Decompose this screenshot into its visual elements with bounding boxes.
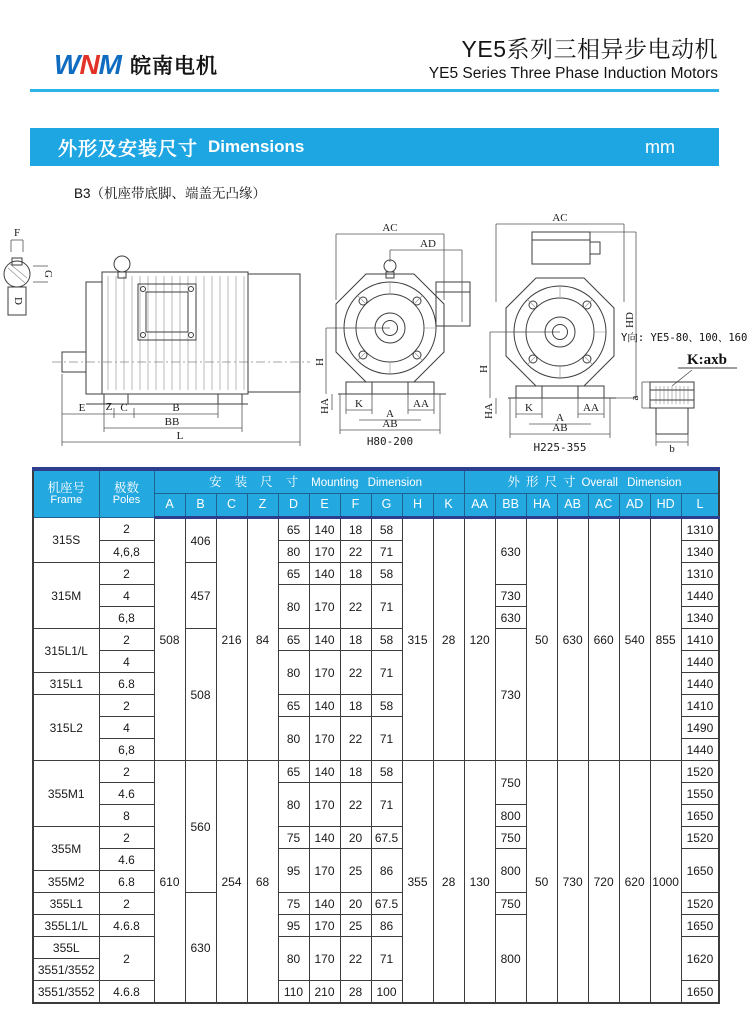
column-header-AB: AB <box>557 494 588 518</box>
table-cell: 1650 <box>681 915 719 937</box>
table-cell: 67.5 <box>371 827 402 849</box>
dim-label-z: Z <box>105 401 113 413</box>
dim-label-ab: AB <box>382 418 398 430</box>
page-title-zh: YE5系列三相异步电动机 <box>461 36 718 62</box>
table-cell: 1340 <box>681 607 719 629</box>
table-cell: 315 <box>402 518 433 761</box>
table-cell: 1620 <box>681 937 719 981</box>
table-cell: 86 <box>371 849 402 893</box>
table-cell: 6,8 <box>99 607 154 629</box>
table-cell: 508 <box>154 518 185 761</box>
dim-label-bb: BB <box>164 416 180 428</box>
column-header-K: K <box>433 494 464 518</box>
logo-letter-m: M <box>98 49 121 80</box>
table-cell: 355L <box>33 937 99 959</box>
page-title-en: YE5 Series Three Phase Induction Motors <box>428 64 718 82</box>
table-cell: 2 <box>99 827 154 849</box>
table-cell: 18 <box>340 761 371 783</box>
table-cell: 170 <box>309 937 340 981</box>
table-cell: 71 <box>371 783 402 827</box>
table-cell: 2 <box>99 695 154 717</box>
table-cell: 315L1 <box>33 673 99 695</box>
table-cell: 71 <box>371 585 402 629</box>
table-cell: 1410 <box>681 629 719 651</box>
table-cell: 355M1 <box>33 761 99 827</box>
table-cell: 315S <box>33 518 99 563</box>
dim-label-k2: K <box>525 402 533 414</box>
table-cell: 630 <box>495 607 526 629</box>
table-cell: 170 <box>309 585 340 629</box>
brand-name: 皖南电机 <box>130 55 218 78</box>
table-cell: 120 <box>464 518 495 761</box>
table-cell: 800 <box>495 915 526 1004</box>
table-cell: 1490 <box>681 717 719 739</box>
table-cell: 140 <box>309 518 340 541</box>
table-cell: 80 <box>278 783 309 827</box>
table-cell: 140 <box>309 695 340 717</box>
table-cell: 1650 <box>681 981 719 1004</box>
table-cell: 1410 <box>681 695 719 717</box>
table-cell: 210 <box>309 981 340 1004</box>
column-header-AA: AA <box>464 494 495 518</box>
table-cell: 1340 <box>681 541 719 563</box>
table-cell: 28 <box>340 981 371 1004</box>
table-cell: 730 <box>495 585 526 607</box>
dim-label-g: G <box>42 270 54 278</box>
dim-label-h2: H <box>478 365 490 373</box>
frame-range-caption-2: H225-355 <box>533 441 587 454</box>
table-cell: 508 <box>185 629 216 761</box>
page-titles <box>429 36 718 83</box>
table-cell: 3551/3552 <box>33 981 99 1004</box>
table-cell: 1520 <box>681 827 719 849</box>
table-cell: 2 <box>99 937 154 981</box>
table-cell: 1550 <box>681 783 719 805</box>
table-cell: 95 <box>278 915 309 937</box>
column-header-D: D <box>278 494 309 518</box>
table-cell: 22 <box>340 541 371 563</box>
table-cell: 1650 <box>681 805 719 827</box>
shaft-key-detail <box>4 227 54 315</box>
table-cell: 18 <box>340 695 371 717</box>
dim-label-a2: A <box>556 412 564 424</box>
table-cell: 140 <box>309 893 340 915</box>
logo-mark <box>54 51 121 79</box>
dim-label-hd: HD <box>624 312 636 328</box>
dim-label-b: B <box>172 402 180 414</box>
header-divider <box>30 89 719 92</box>
table-cell: 1650 <box>681 849 719 893</box>
table-cell: 110 <box>278 981 309 1004</box>
table-cell: 58 <box>371 629 402 651</box>
table-cell: 170 <box>309 783 340 827</box>
unit-label: mm <box>645 136 675 157</box>
table-cell: 170 <box>309 849 340 893</box>
table-cell: 86 <box>371 915 402 937</box>
dimensions-table <box>32 467 720 1004</box>
table-cell: 1440 <box>681 651 719 673</box>
table-cell: 65 <box>278 695 309 717</box>
table-cell: 130 <box>464 761 495 1004</box>
section-title-zh: 外形及安装尺寸 <box>58 138 199 160</box>
table-cell: 1000 <box>650 761 681 1004</box>
table-cell: 22 <box>340 717 371 761</box>
table-cell: 22 <box>340 585 371 629</box>
table-cell: 140 <box>309 563 340 585</box>
dim-label-ha: HA <box>319 398 331 414</box>
table-cell: 22 <box>340 937 371 981</box>
dim-label-ab2: AB <box>552 422 568 434</box>
brand-logo <box>54 50 218 80</box>
column-header-L: L <box>681 494 719 518</box>
table-cell: 80 <box>278 717 309 761</box>
side-view-dimensions <box>62 374 300 446</box>
table-cell: 620 <box>619 761 650 1004</box>
table-cell: 170 <box>309 717 340 761</box>
table-cell: 28 <box>433 761 464 1004</box>
table-cell: 6,8 <box>99 739 154 761</box>
dim-label-small-a: a <box>629 395 641 401</box>
table-cell: 71 <box>371 541 402 563</box>
column-header-BB: BB <box>495 494 526 518</box>
table-cell: 20 <box>340 893 371 915</box>
logo-letter-n: N <box>79 49 99 80</box>
table-cell: 1520 <box>681 761 719 783</box>
table-cell: 540 <box>619 518 650 761</box>
table-cell: 170 <box>309 541 340 563</box>
mounting-dimension-group-header: 安装尺寸Mounting Dimension <box>154 469 464 494</box>
table-row <box>33 518 719 541</box>
k-detail-title: K:axb <box>686 352 728 368</box>
table-cell: 140 <box>309 629 340 651</box>
section-title-en: Dimensions <box>208 137 305 156</box>
table-cell: 170 <box>309 915 340 937</box>
table-cell: 6.8 <box>99 673 154 695</box>
table-cell: 750 <box>495 893 526 915</box>
table-cell: 22 <box>340 783 371 827</box>
poles-column-header: 极数 Poles <box>99 469 154 518</box>
table-cell: 560 <box>185 761 216 893</box>
table-cell: 1440 <box>681 739 719 761</box>
table-cell: 25 <box>340 849 371 893</box>
table-cell: 68 <box>247 761 278 1004</box>
table-cell: 140 <box>309 827 340 849</box>
table-cell: 4.6 <box>99 849 154 871</box>
table-cell: 4.6 <box>99 783 154 805</box>
table-cell: 630 <box>557 518 588 761</box>
section-banner <box>30 128 719 166</box>
column-header-AD: AD <box>619 494 650 518</box>
table-cell: 630 <box>185 893 216 1004</box>
table-cell: 58 <box>371 695 402 717</box>
table-cell: 720 <box>588 761 619 1004</box>
column-header-AC: AC <box>588 494 619 518</box>
table-cell: 254 <box>216 761 247 1004</box>
table-cell: 730 <box>557 761 588 1004</box>
dim-label-c: C <box>120 402 128 414</box>
column-header-A: A <box>154 494 185 518</box>
table-cell: 2 <box>99 518 154 541</box>
table-cell: 65 <box>278 761 309 783</box>
dim-label-l: L <box>176 430 184 442</box>
table-cell: 457 <box>185 563 216 629</box>
table-cell: 315M <box>33 563 99 629</box>
dim-label-ad: AD <box>420 238 436 250</box>
table-cell: 20 <box>340 827 371 849</box>
table-cell: 28 <box>433 518 464 761</box>
table-cell: 1520 <box>681 893 719 915</box>
table-cell: 610 <box>154 761 185 1004</box>
table-cell: 4,6,8 <box>99 541 154 563</box>
y-direction-note: Y向: YE5-80、100、160 <box>621 332 748 344</box>
table-cell: 75 <box>278 893 309 915</box>
table-cell: 800 <box>495 805 526 827</box>
column-header-HD: HD <box>650 494 681 518</box>
table-cell: 2 <box>99 629 154 651</box>
column-header-H: H <box>402 494 433 518</box>
table-cell: 6.8 <box>99 871 154 893</box>
table-cell: 855 <box>650 518 681 761</box>
table-cell: 750 <box>495 761 526 805</box>
table-row <box>33 761 719 783</box>
table-cell: 800 <box>495 849 526 893</box>
table-cell: 75 <box>278 827 309 849</box>
table-cell: 355 <box>402 761 433 1004</box>
table-cell: 2 <box>99 761 154 783</box>
table-cell: 25 <box>340 915 371 937</box>
motor-side-view-drawing <box>0 222 320 450</box>
table-cell: 100 <box>371 981 402 1004</box>
table-cell: 2 <box>99 563 154 585</box>
table-cell: 660 <box>588 518 619 761</box>
table-cell: 80 <box>278 937 309 981</box>
table-cell: 67.5 <box>371 893 402 915</box>
table-cell: 140 <box>309 761 340 783</box>
table-cell: 22 <box>340 651 371 695</box>
dim-label-aa: AA <box>413 398 429 410</box>
dim-label-ha2: HA <box>483 403 495 419</box>
table-cell: 71 <box>371 717 402 761</box>
motor-body-side <box>52 256 310 404</box>
table-cell: 3551/3552 <box>33 959 99 981</box>
column-header-G: G <box>371 494 402 518</box>
table-cell: 1310 <box>681 518 719 541</box>
table-cell: 170 <box>309 651 340 695</box>
table-cell: 355L1/L <box>33 915 99 937</box>
column-header-B: B <box>185 494 216 518</box>
table-cell: 71 <box>371 651 402 695</box>
table-cell: 50 <box>526 761 557 1004</box>
table-cell: 355M <box>33 827 99 871</box>
table-cell: 71 <box>371 937 402 981</box>
dim-label-f: F <box>13 227 21 239</box>
table-cell: 406 <box>185 518 216 563</box>
table-cell: 84 <box>247 518 278 761</box>
dim-label-a: A <box>386 408 394 420</box>
table-cell: 18 <box>340 629 371 651</box>
table-cell: 1310 <box>681 563 719 585</box>
table-cell: 4 <box>99 717 154 739</box>
front-view-2-dimensions <box>478 212 636 454</box>
table-cell: 50 <box>526 518 557 761</box>
frame-column-header: 机座号 Frame <box>33 469 99 518</box>
table-cell: 1440 <box>681 673 719 695</box>
table-cell: 730 <box>495 629 526 761</box>
table-cell: 8 <box>99 805 154 827</box>
frame-range-caption: H80-200 <box>366 435 414 448</box>
table-cell: 58 <box>371 563 402 585</box>
dim-label-k: K <box>355 398 363 410</box>
table-cell: 1440 <box>681 585 719 607</box>
overall-dimension-group-header: 外形尺寸Overall Dimension <box>464 469 719 494</box>
table-cell: 95 <box>278 849 309 893</box>
dim-label-h: H <box>314 358 326 366</box>
front-view-1-body <box>336 260 470 394</box>
motor-front-view-h80-200 <box>316 222 478 448</box>
table-cell: 630 <box>495 518 526 585</box>
table-cell: 18 <box>340 518 371 541</box>
group-header-row <box>33 469 719 494</box>
column-header-Z: Z <box>247 494 278 518</box>
dim-label-e: E <box>78 402 86 414</box>
table-cell: 4 <box>99 585 154 607</box>
dim-label-small-b: b <box>669 443 675 455</box>
table-cell: 58 <box>371 761 402 783</box>
table-cell: 216 <box>216 518 247 761</box>
column-header-HA: HA <box>526 494 557 518</box>
table-cell: 2 <box>99 893 154 915</box>
table-cell: 65 <box>278 518 309 541</box>
table-cell: 750 <box>495 827 526 849</box>
dim-label-d: D <box>12 297 24 305</box>
column-header-C: C <box>216 494 247 518</box>
column-header-F: F <box>340 494 371 518</box>
foot-hole-detail <box>626 348 746 454</box>
dim-label-ac2: AC <box>552 212 568 224</box>
table-cell: 315L1/L <box>33 629 99 673</box>
table-cell: 80 <box>278 541 309 563</box>
dim-label-ac: AC <box>382 222 398 234</box>
table-cell: 355L1 <box>33 893 99 915</box>
table-cell: 65 <box>278 563 309 585</box>
table-cell: 65 <box>278 629 309 651</box>
table-cell: 18 <box>340 563 371 585</box>
table-cell: 4 <box>99 651 154 673</box>
table-cell: 355M2 <box>33 871 99 893</box>
table-cell: 4.6.8 <box>99 915 154 937</box>
table-cell: 315L2 <box>33 695 99 761</box>
logo-letter-w: W <box>54 49 80 80</box>
front-view-2-body <box>506 232 616 398</box>
column-header-E: E <box>309 494 340 518</box>
table-cell: 4.6.8 <box>99 981 154 1004</box>
table-cell: 80 <box>278 651 309 695</box>
mounting-type-caption: B3（机座带底脚、端盖无凸缘） <box>74 186 267 201</box>
table-cell: 58 <box>371 518 402 541</box>
table-cell: 80 <box>278 585 309 629</box>
dim-label-aa2: AA <box>583 402 599 414</box>
